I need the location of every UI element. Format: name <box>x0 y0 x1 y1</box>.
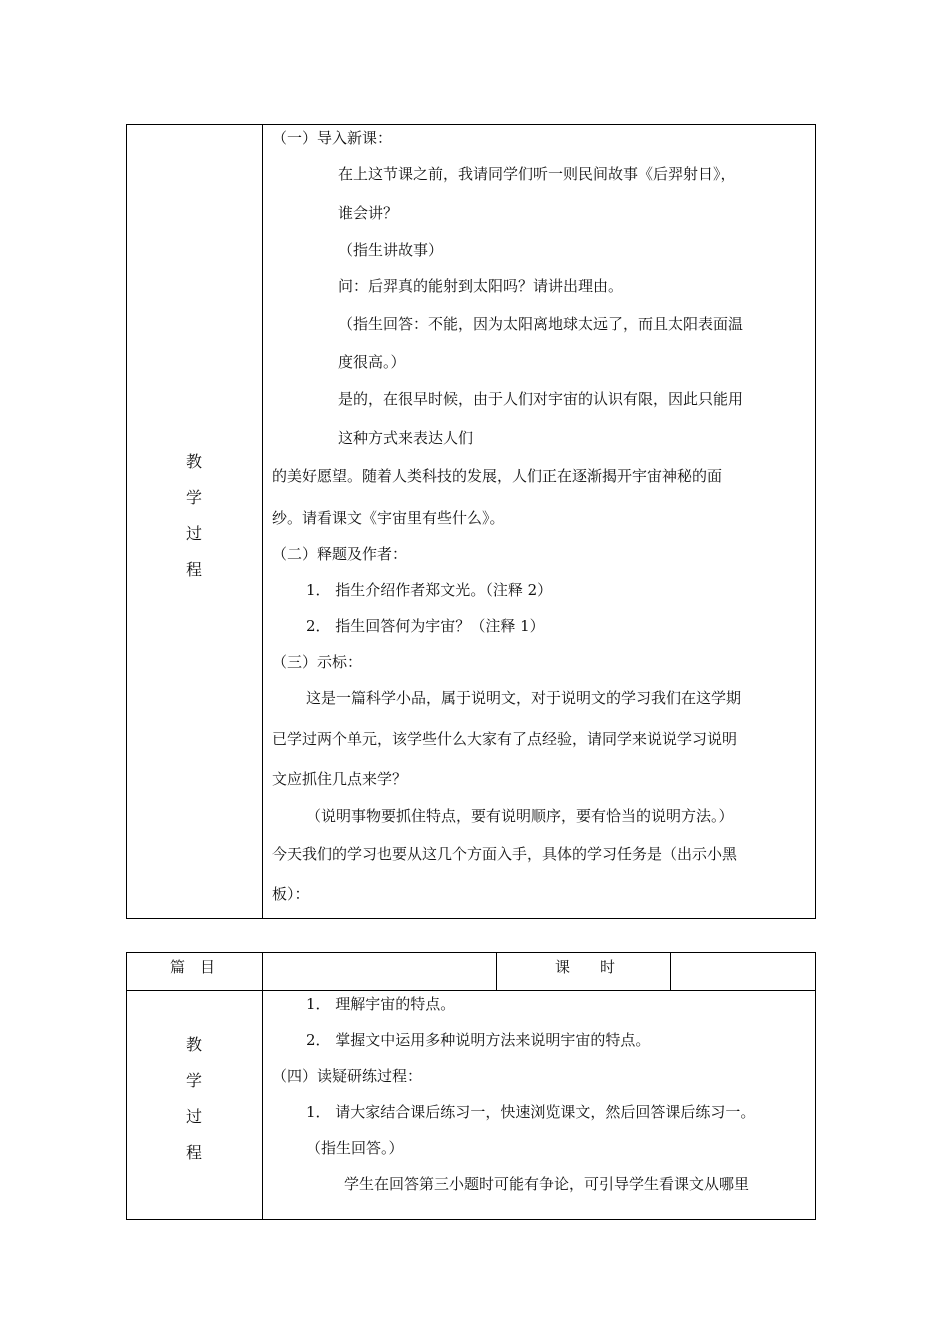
text-line: 的美好愿望。随着人类科技的发展，人们正在逐渐揭开宇宙神秘的面 <box>272 467 723 485</box>
list-item: 1． 理解宇宙的特点。 <box>306 995 456 1013</box>
text-line: 度很高。） <box>338 353 406 371</box>
text-line: （指生回答。） <box>306 1139 404 1157</box>
section-heading: （四）读疑研练过程： <box>272 1067 423 1085</box>
text-line: 这种方式来表达人们 <box>338 429 474 447</box>
section-heading: （三）示标： <box>272 653 363 671</box>
table2-column-divider <box>262 952 263 1220</box>
left-label-char: 教 <box>185 452 202 471</box>
left-label-char: 学 <box>185 488 202 507</box>
header-period-label: 课 时 <box>555 958 616 976</box>
left-label-char: 程 <box>185 560 202 579</box>
section-heading: （二）释题及作者： <box>272 545 408 563</box>
text-line: 学生在回答第三小题时可能有争论，可引导学生看课文从哪里 <box>344 1175 750 1193</box>
list-item: 1． 指生介绍作者郑文光。（注释 2） <box>306 581 553 599</box>
left-label-char: 过 <box>185 524 202 543</box>
left-label-char: 学 <box>185 1071 202 1090</box>
text-line: 在上这节课之前，我请同学们听一则民间故事《后羿射日》， <box>338 165 736 183</box>
text-line: 是的，在很早时候，由于人们对宇宙的认识有限，因此只能用 <box>338 390 744 408</box>
text-line: （指生讲故事） <box>338 241 444 259</box>
section-heading: （一）导入新课： <box>272 129 393 147</box>
table1-column-divider <box>262 124 263 919</box>
text-line: 今天我们的学习也要从这几个方面入手，具体的学习任务是（出示小黑 <box>272 845 738 863</box>
text-line: （说明事物要抓住特点，要有说明顺序，要有恰当的说明方法。） <box>306 807 734 825</box>
table2-header-divider <box>126 990 816 991</box>
list-item: 2． 指生回答何为宇宙？（注释 1） <box>306 617 545 635</box>
left-label-char: 教 <box>185 1035 202 1054</box>
text-line: 纱。请看课文《宇宙里有些什么》。 <box>272 509 505 527</box>
header-title-label: 篇 目 <box>170 958 216 976</box>
left-label-char: 程 <box>185 1143 202 1162</box>
text-line: 问：后羿真的能射到太阳吗？请讲出理由。 <box>338 277 624 295</box>
text-line: 已学过两个单元，该学些什么大家有了点经验，请同学来说说学习说明 <box>272 730 738 748</box>
list-item: 2． 掌握文中运用多种说明方法来说明宇宙的特点。 <box>306 1031 651 1049</box>
table2-header-divider-3 <box>670 952 671 990</box>
left-label-char: 过 <box>185 1107 202 1126</box>
text-line: 板）： <box>272 885 310 903</box>
table2-header-divider-2 <box>496 952 497 990</box>
list-item: 1． 请大家结合课后练习一，快速浏览课文，然后回答课后练习一。 <box>306 1103 756 1121</box>
text-line: 这是一篇科学小品，属于说明文，对于说明文的学习我们在这学期 <box>306 689 742 707</box>
text-line: 文应抓住几点来学？ <box>272 770 408 788</box>
text-line: （指生回答：不能，因为太阳离地球太远了，而且太阳表面温 <box>338 315 744 333</box>
text-line: 谁会讲？ <box>338 204 399 222</box>
